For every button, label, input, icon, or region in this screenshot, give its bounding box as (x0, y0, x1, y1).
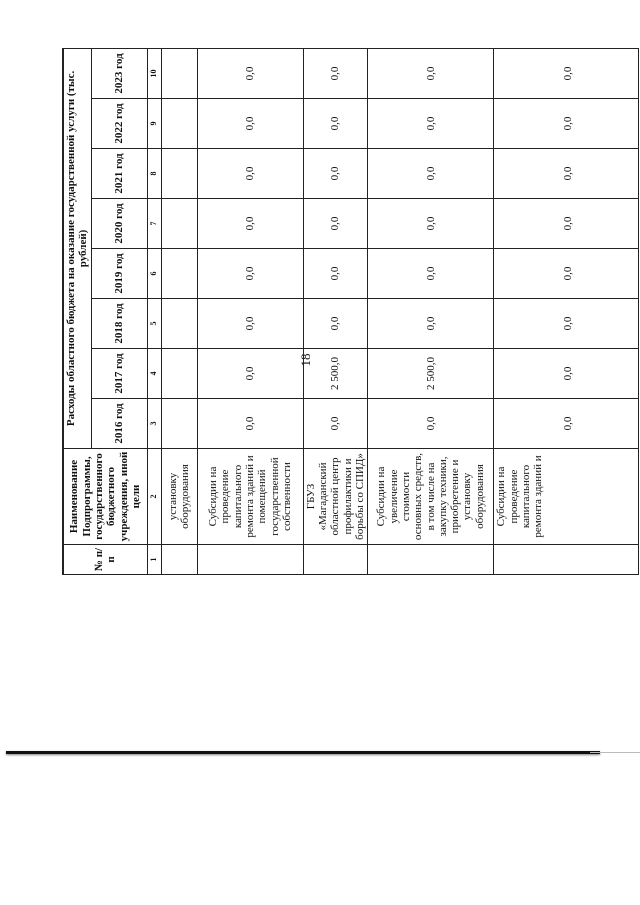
row-num (368, 545, 494, 575)
cell-value: 0,0 (303, 99, 368, 149)
cell-value (161, 399, 197, 449)
cell-value: 0,0 (303, 199, 368, 249)
column-number: 1 (147, 545, 161, 575)
header-year: 2021 год (91, 149, 147, 199)
header-year: 2018 год (91, 299, 147, 349)
table-row (197, 48, 303, 574)
cell-value: 0,0 (368, 249, 494, 299)
cell-value: 0,0 (303, 249, 368, 299)
cell-value (161, 249, 197, 299)
column-number: 7 (147, 199, 161, 249)
cell-value: 0,0 (303, 299, 368, 349)
cell-value: 0,0 (197, 48, 303, 98)
header-group: Расходы областного бюджета на оказание государственной услуги (тыс. рублей) (64, 48, 92, 448)
cell-value: 0,0 (368, 48, 494, 98)
cell-value: 0,0 (368, 99, 494, 149)
cell-value (161, 48, 197, 98)
cell-value: 0,0 (368, 299, 494, 349)
cell-value: 0,0 (197, 199, 303, 249)
cell-value: 0,0 (494, 249, 639, 299)
header-year: 2023 год (91, 48, 147, 98)
row-num (494, 545, 639, 575)
row-num (197, 545, 303, 575)
cell-value: 0,0 (197, 299, 303, 349)
column-number: 9 (147, 99, 161, 149)
cell-value: 0,0 (494, 199, 639, 249)
cell-value: 2 500,0 (303, 349, 368, 399)
cell-value: 0,0 (303, 399, 368, 449)
column-number: 6 (147, 249, 161, 299)
table-row (368, 48, 494, 574)
header-year: 2022 год (91, 99, 147, 149)
cell-value (161, 99, 197, 149)
cell-value: 2 500,0 (368, 349, 494, 399)
cell-value: 0,0 (494, 99, 639, 149)
row-name: установку оборудования (161, 449, 197, 545)
row-name: Субсидии на проведение капитального ремонта зданий и (494, 449, 639, 545)
cell-value: 0,0 (197, 99, 303, 149)
row-name: Субсидии на проведение капитального ремонта зданий и помещений государственной собственности (197, 449, 303, 545)
column-number: 2 (147, 449, 161, 545)
cell-value: 0,0 (368, 399, 494, 449)
cell-value: 0,0 (197, 399, 303, 449)
cell-value (161, 349, 197, 399)
row-name: Субсидии на увеличение стоимости основных средств, в том числе на закупку техники, приобретение и установку оборудования (368, 449, 494, 545)
column-number: 8 (147, 149, 161, 199)
row-num (161, 545, 197, 575)
header-year: 2016 год (91, 399, 147, 449)
scan-edge-line (6, 751, 600, 754)
row-num (303, 545, 368, 575)
cell-value (161, 199, 197, 249)
cell-value: 0,0 (494, 349, 639, 399)
expenses-table (63, 48, 639, 575)
cell-value: 0,0 (197, 349, 303, 399)
cell-value: 0,0 (494, 299, 639, 349)
cell-value: 0,0 (494, 48, 639, 98)
column-number: 4 (147, 349, 161, 399)
column-number: 5 (147, 299, 161, 349)
cell-value (161, 149, 197, 199)
cell-value: 0,0 (368, 149, 494, 199)
cell-value: 0,0 (197, 149, 303, 199)
cell-value: 0,0 (494, 399, 639, 449)
cell-value: 0,0 (368, 199, 494, 249)
table-frame (62, 48, 639, 575)
header-year: 2020 год (91, 199, 147, 249)
cell-value: 0,0 (303, 48, 368, 98)
header-num: № п/п (64, 545, 148, 575)
column-number: 3 (147, 399, 161, 449)
cell-value: 0,0 (303, 149, 368, 199)
table-row (303, 48, 368, 574)
cell-value (161, 299, 197, 349)
table-row (494, 48, 639, 574)
header-year: 2019 год (91, 249, 147, 299)
row-name: ГБУЗ «Магаданский областной центр профилактики и борьбы со СПИД» (303, 449, 368, 545)
cell-value: 0,0 (494, 149, 639, 199)
header-year: 2017 год (91, 349, 147, 399)
header-name: Наименование Подпрограммы, государственного бюджетного учреждения, иной цели (64, 449, 148, 545)
page-number: 18 (298, 353, 313, 367)
table-row (161, 48, 197, 574)
cell-value: 0,0 (197, 249, 303, 299)
column-number: 10 (147, 48, 161, 98)
